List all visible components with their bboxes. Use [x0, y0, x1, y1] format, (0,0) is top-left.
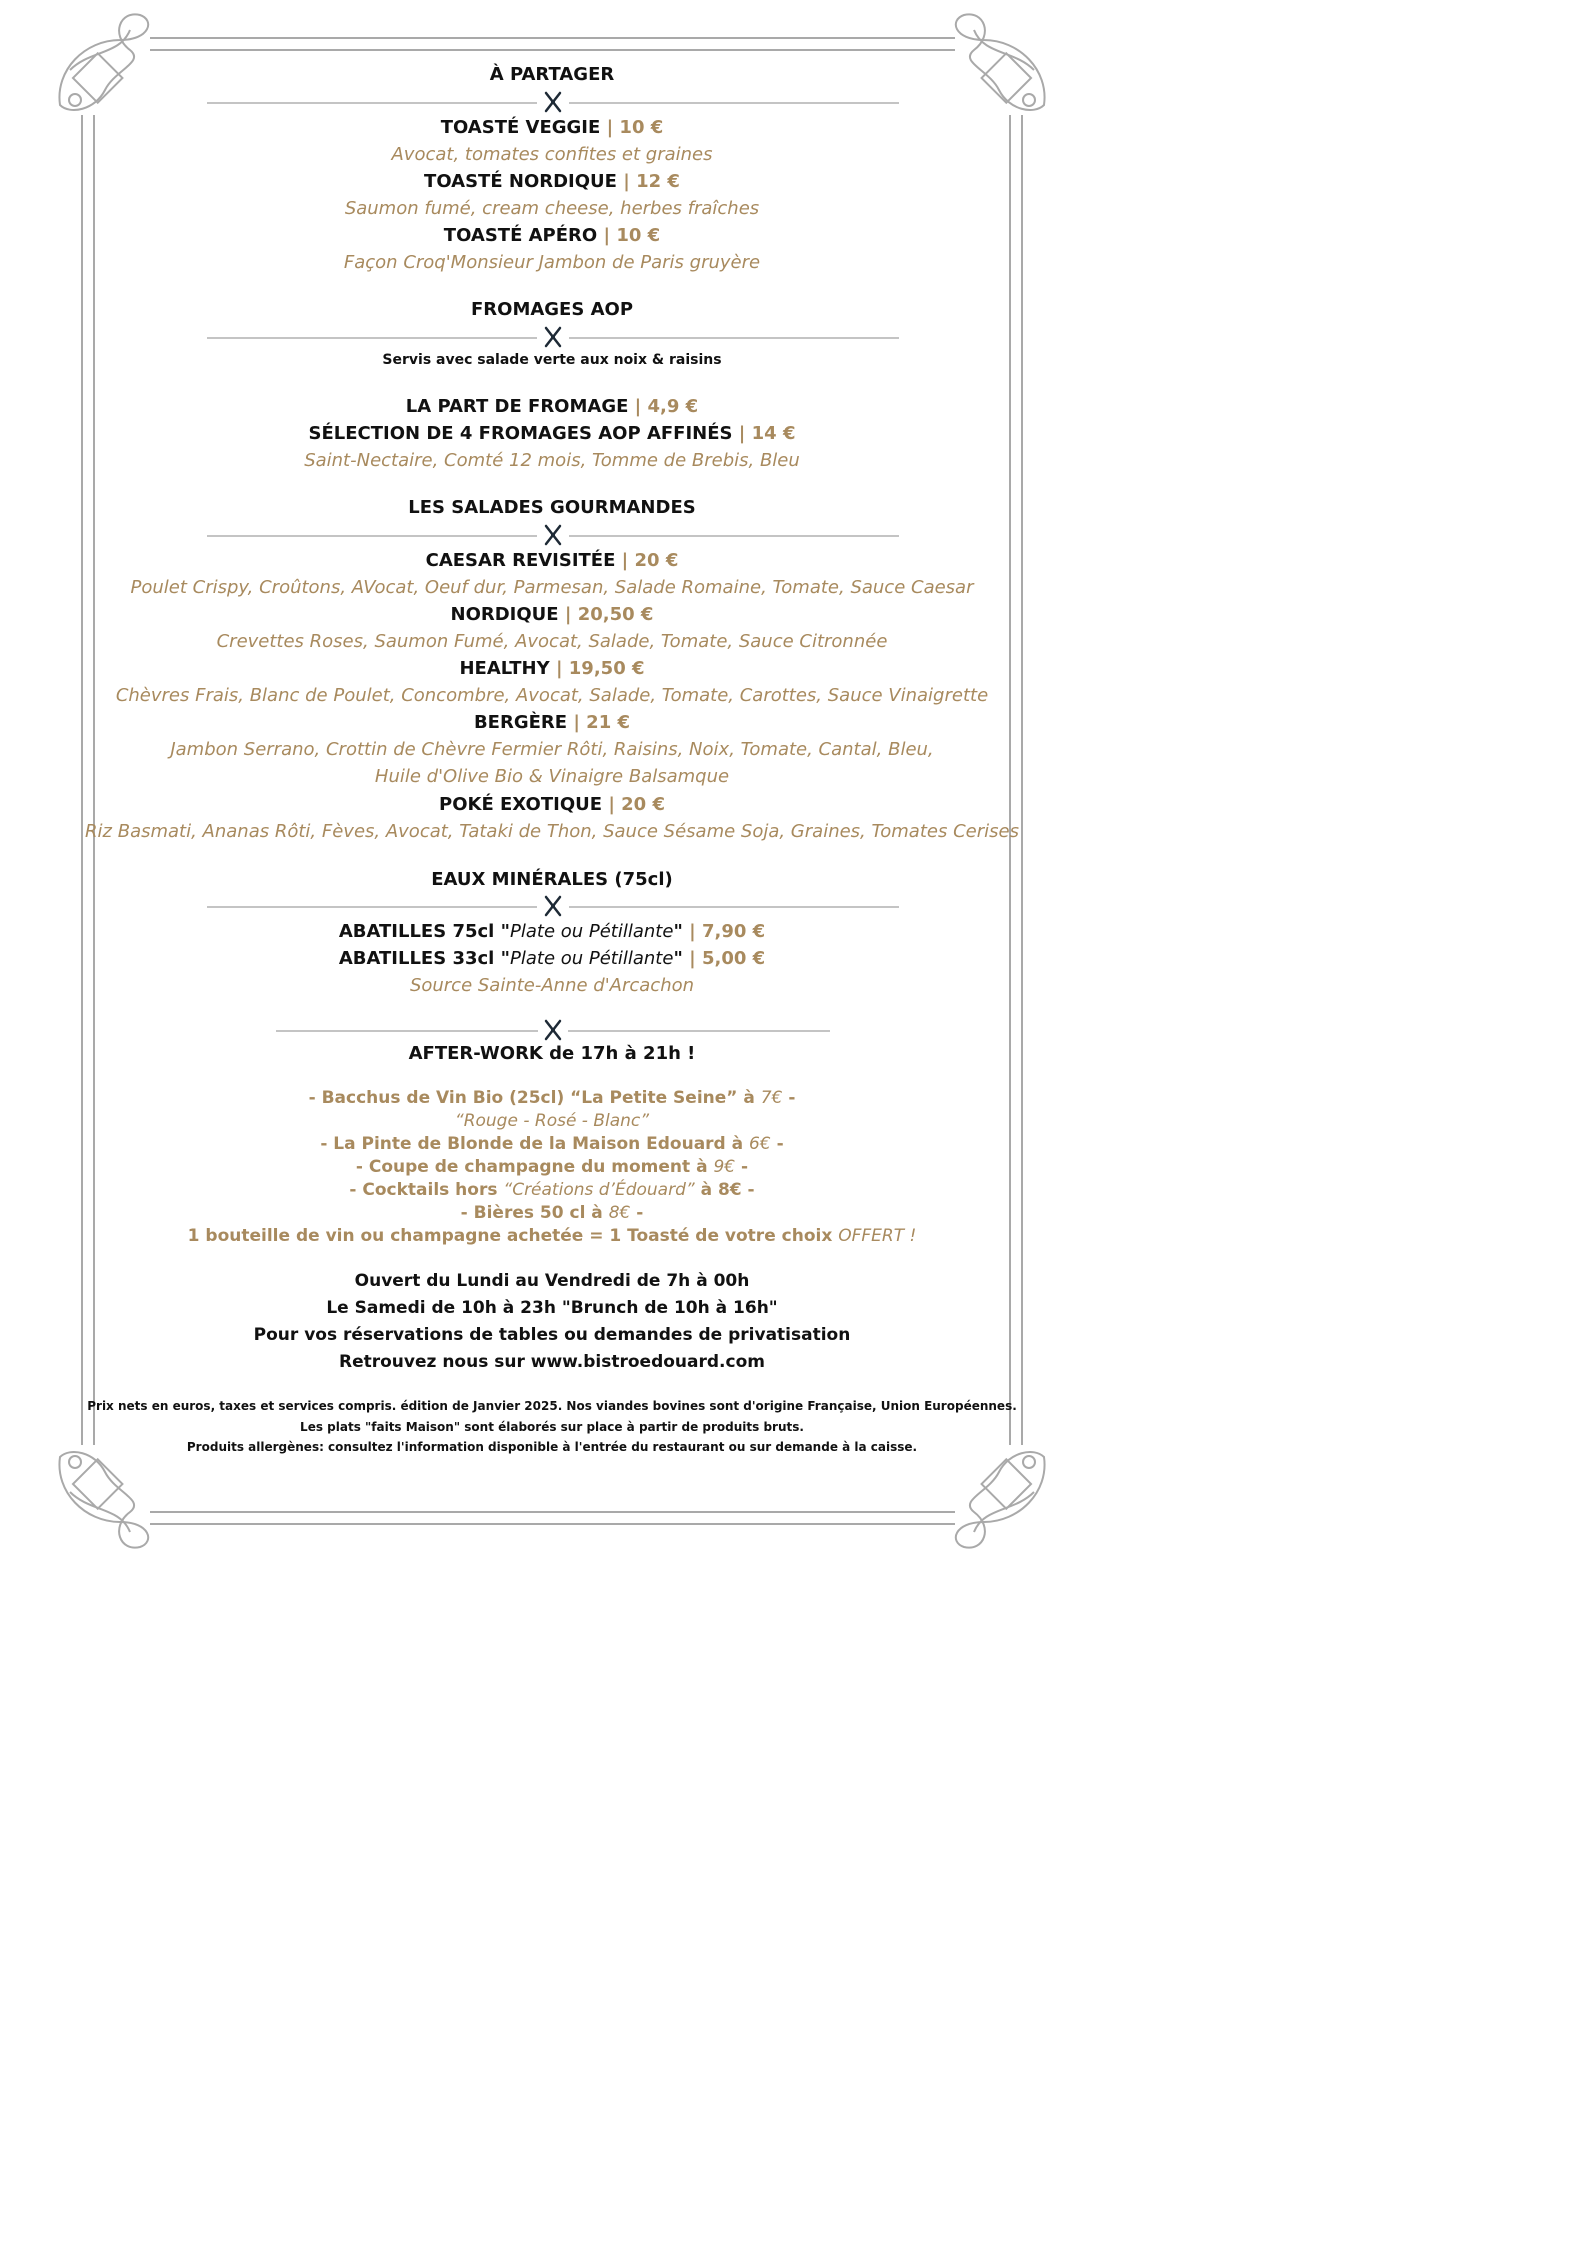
item-name: TOASTÉ NORDIQUE: [424, 171, 617, 192]
section-title-partager: À PARTAGER: [489, 64, 615, 85]
item-price: | 19,50 €: [555, 658, 645, 679]
item-name-end: ": [673, 921, 690, 942]
item-price: | 14 €: [738, 423, 796, 444]
menu-item: [0, 423, 1104, 444]
menu-item: [0, 658, 1104, 679]
item-name: ABATILLES 33cl ": [338, 948, 510, 969]
item-price: | 20 €: [608, 794, 665, 815]
cutlery-icon: [542, 894, 564, 918]
item-price: | 21 €: [573, 712, 631, 733]
item-name: HEALTHY: [459, 658, 550, 679]
item-description: Crevettes Roses, Saumon Fumé, Avocat, Salade, Tomate, Sauce Citronnée: [216, 631, 888, 652]
opening-hours-saturday: Le Samedi de 10h à 23h "Brunch de 10h à 16h": [326, 1298, 778, 1318]
cutlery-icon: [542, 523, 564, 547]
item-description: Chèvres Frais, Blanc de Poulet, Concombre, Avocat, Salade, Tomate, Carottes, Sauce Vinaigrette: [115, 685, 989, 706]
item-price: | 4,9 €: [634, 396, 699, 417]
section-title-salades: LES SALADES GOURMANDES: [408, 497, 696, 518]
footer-note: Prix nets en euros, taxes et services compris. édition de Janvier 2025. Nos viandes bovines sont d'origine Française, Union Européennes.: [87, 1399, 1017, 1413]
cutlery-icon: [542, 90, 564, 114]
section-divider: [207, 529, 899, 543]
menu-item: [0, 225, 1104, 246]
menu-item: [0, 171, 1104, 192]
item-price: | 12 €: [623, 171, 680, 192]
item-description: Saint-Nectaire, Comté 12 mois, Tomme de Brebis, Bleu: [304, 450, 800, 471]
menu-item: [0, 948, 1104, 969]
section-divider: [207, 900, 899, 914]
item-description: Saumon fumé, cream cheese, herbes fraîches: [344, 198, 760, 219]
item-price: | 7,90 €: [689, 921, 766, 942]
afterwork-line: - Bacchus de Vin Bio (25cl) “La Petite Seine” à 7€ -: [308, 1088, 796, 1108]
afterwork-offer: 1 bouteille de vin ou champagne achetée = 1 Toasté de votre choix OFFERT !: [187, 1226, 917, 1246]
item-price: | 10 €: [603, 225, 661, 246]
section-note: Servis avec salade verte aux noix & raisins: [382, 352, 722, 368]
item-name-end: ": [673, 948, 690, 969]
website-info: Retrouvez nous sur www.bistroedouard.com: [338, 1352, 765, 1372]
menu-item: [0, 604, 1104, 625]
menu-item: [0, 396, 1104, 417]
item-name: CAESAR REVISITÉE: [425, 550, 622, 571]
cutlery-icon: [542, 1018, 564, 1042]
item-name: ABATILLES 75cl ": [338, 921, 510, 942]
afterwork-line: - La Pinte de Blonde de la Maison Edouard à 6€ -: [320, 1134, 784, 1154]
item-variant: Plate ou Pétillante: [510, 948, 674, 969]
section-title-eaux: EAUX MINÉRALES (75cl): [431, 869, 673, 890]
section-divider: [207, 331, 899, 345]
item-price: | 5,00 €: [689, 948, 766, 969]
section-title-fromages: FROMAGES AOP: [470, 299, 634, 320]
item-price: | 10 €: [606, 117, 664, 138]
item-description: Source Sainte-Anne d'Arcachon: [409, 975, 695, 996]
item-description: Jambon Serrano, Crottin de Chèvre Fermier Rôti, Raisins, Noix, Tomate, Cantal, Bleu,: [170, 739, 934, 760]
reservation-info: Pour vos réservations de tables ou demandes de privatisation: [253, 1325, 851, 1345]
menu-item: [0, 921, 1104, 942]
item-name: TOASTÉ VEGGIE: [440, 117, 601, 138]
item-name: LA PART DE FROMAGE: [405, 396, 629, 417]
item-description: Avocat, tomates confites et graines: [391, 144, 713, 165]
item-variant: Plate ou Pétillante: [510, 921, 674, 942]
item-description: Façon Croq'Monsieur Jambon de Paris gruyère: [343, 252, 761, 273]
item-price: | 20,50 €: [564, 604, 654, 625]
afterwork-line: - Bières 50 cl à 8€ -: [460, 1203, 644, 1223]
menu-item: [0, 712, 1104, 733]
footer-note: Les plats "faits Maison" sont élaborés sur place à partir de produits bruts.: [300, 1420, 804, 1434]
item-description: Riz Basmati, Ananas Rôti, Fèves, Avocat, Tataki de Thon, Sauce Sésame Soja, Graines, Tomates Cerises: [85, 821, 1019, 842]
section-divider: [276, 1024, 830, 1038]
item-name: SÉLECTION DE 4 FROMAGES AOP AFFINÉS: [308, 423, 733, 444]
item-name: BERGÈRE: [473, 712, 568, 733]
menu-item: [0, 550, 1104, 571]
item-name: POKÉ EXOTIQUE: [439, 794, 603, 815]
item-price: | 20 €: [621, 550, 679, 571]
item-description: Huile d'Olive Bio & Vinaigre Balsamque: [374, 766, 730, 787]
afterwork-line: - Cocktails hors “Créations d’Édouard” à 8€ -: [349, 1180, 755, 1200]
opening-hours-weekdays: Ouvert du Lundi au Vendredi de 7h à 00h: [354, 1271, 750, 1291]
cutlery-icon: [542, 325, 564, 349]
menu-item: [0, 117, 1104, 138]
footer-note: Produits allergènes: consultez l'information disponible à l'entrée du restaurant ou sur demande à la caisse.: [186, 1440, 918, 1454]
section-title-afterwork: AFTER-WORK de 17h à 21h !: [408, 1043, 696, 1064]
menu-item: [0, 794, 1104, 815]
item-name: NORDIQUE: [450, 604, 559, 625]
item-name: TOASTÉ APÉRO: [443, 225, 598, 246]
afterwork-line: “Rouge - Rosé - Blanc”: [454, 1111, 650, 1131]
section-divider: [207, 96, 899, 110]
item-description: Poulet Crispy, Croûtons, AVocat, Oeuf dur, Parmesan, Salade Romaine, Tomate, Sauce Caesar: [130, 577, 974, 598]
afterwork-line: - Coupe de champagne du moment à 9€ -: [355, 1157, 749, 1177]
